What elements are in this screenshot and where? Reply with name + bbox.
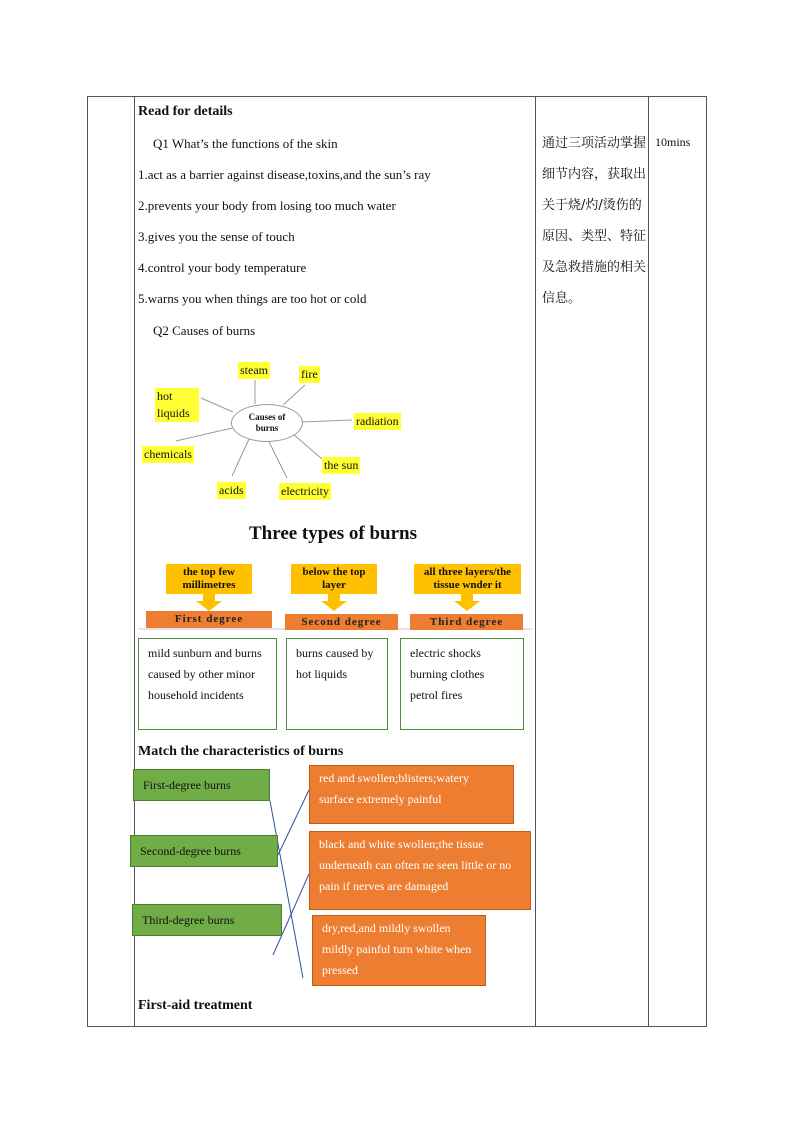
depth-box-third: all three layers/the tissue wnder it (414, 564, 521, 594)
match-left-second-degree[interactable]: Second-degree burns (130, 835, 278, 867)
match-line (278, 790, 309, 855)
question-1: Q1 What’s the functions of the skin (153, 136, 338, 151)
degree-examples-second: burns caused by hot liquids (286, 638, 388, 730)
degree-examples-third: electric shocks burning clothes petrol fires (400, 638, 524, 730)
activity-note: 通过三项活动掌握细节内容，获取出关于烧/灼/烫伤的原因、类型、特征及急救措施的相关信息。 (542, 136, 647, 306)
cause-electricity: electricity (281, 484, 329, 498)
function-item: 2.prevents your body from losing too much water (138, 198, 396, 213)
function-item: 1.act as a barrier against disease,toxins,and the sun’s ray (138, 167, 431, 182)
degree-label-first: First degree (146, 611, 272, 628)
mindmap-center: Causes of burns (231, 404, 303, 442)
match-right-second-degree-desc[interactable]: red and swollen;blisters;watery surface extremely painful (309, 765, 514, 824)
depth-box-second: below the top layer (291, 564, 377, 594)
cause-hot-liquids: hot liquids (155, 388, 199, 422)
depth-box-first: the top few millimetres (166, 564, 252, 594)
match-right-first-degree-desc[interactable]: dry,red,and mildly swollen mildly painful turn white when pressed (312, 915, 486, 986)
match-right-third-degree-desc[interactable]: black and white swollen;the tissue underneath can often ne seen little or no pain if nerves are damaged (309, 831, 531, 910)
degree-label-third: Third degree (410, 614, 523, 630)
degree-examples-first: mild sunburn and burns caused by other minor household incidents (138, 638, 277, 730)
question-2: Q2 Causes of burns (153, 323, 256, 338)
function-item: 3.gives you the sense of touch (138, 229, 295, 244)
match-heading: Match the characteristics of burns (138, 744, 344, 759)
cause-fire: fire (301, 367, 318, 381)
cause-acids: acids (219, 483, 244, 497)
types-title: Three types of burns (248, 523, 418, 544)
first-aid-heading: First-aid treatment (138, 998, 253, 1013)
function-item: 4.control your body temperature (138, 260, 307, 275)
match-left-first-degree[interactable]: First-degree burns (133, 769, 270, 801)
cause-steam: steam (240, 363, 268, 377)
cause-the-sun: the sun (324, 458, 359, 472)
match-left-third-degree[interactable]: Third-degree burns (132, 904, 282, 936)
cause-radiation: radiation (356, 414, 399, 428)
time-allocation: 10mins (655, 135, 691, 149)
function-item: 5.warns you when things are too hot or cold (138, 291, 367, 306)
read-heading: Read for details (138, 104, 233, 119)
degree-label-second: Second degree (285, 614, 398, 630)
cause-chemicals: chemicals (144, 447, 192, 461)
